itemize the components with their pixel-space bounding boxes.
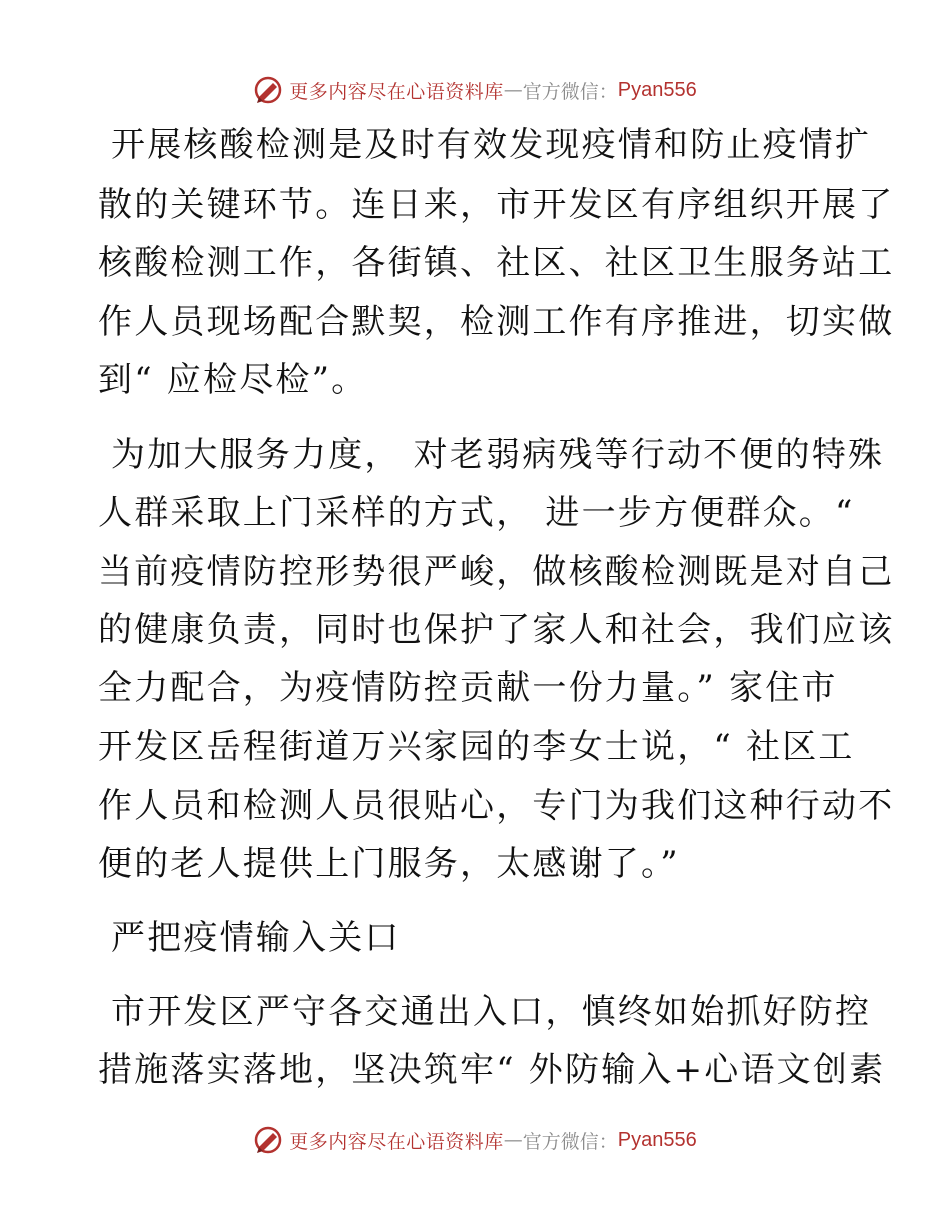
section-heading: 严把疫情输入关口 xyxy=(98,918,401,958)
body-line: 人群采取上门采样的方式， 进一步方便群众。“ xyxy=(98,493,855,533)
watermark-wechat-label: 官方微信： xyxy=(522,80,618,103)
body-line: 为加大服务力度， 对老弱病残等行动不便的特殊 xyxy=(98,435,885,475)
pen-logo-icon xyxy=(253,75,283,105)
body-line: 当前疫情防控形势很严峻，做核酸检测既是对自己 xyxy=(98,552,895,592)
body-line: 市开发区严守各交通出入口，慎终如始抓好防控 xyxy=(98,992,872,1032)
body-line: 便的老人提供上门服务，太感谢了。” xyxy=(98,844,680,884)
watermark-separator: — xyxy=(503,79,523,101)
pen-logo-icon xyxy=(253,1125,283,1155)
body-line: 散的关键环节。连日来，市开发区有序组织开展了 xyxy=(98,185,895,225)
body-line: 全力配合，为疫情防控贡献一份力量。” 家住市 xyxy=(98,668,838,708)
body-line: 措施落实落地，坚决筑牢“ 外防输入+心语文创素 xyxy=(98,1050,886,1090)
watermark-wechat-label: 官方微信： xyxy=(522,1130,618,1153)
body-line: 的健康负责，同时也保护了家人和社会，我们应该 xyxy=(98,610,895,650)
body-line: 核酸检测工作，各街镇、社区、社区卫生服务站工 xyxy=(98,243,895,283)
body-line: 开展核酸检测是及时有效发现疫情和防止疫情扩 xyxy=(98,125,872,165)
header-watermark xyxy=(0,70,950,110)
watermark-site-text: 更多内容尽在心语资料库 xyxy=(289,1130,504,1153)
body-line: 到“ 应检尽检”。 xyxy=(98,360,368,400)
watermark-wechat-id: Pyan556 xyxy=(617,78,697,101)
watermark-site-text: 更多内容尽在心语资料库 xyxy=(289,80,504,103)
watermark-wechat-id: Pyan556 xyxy=(617,1128,697,1151)
footer-watermark xyxy=(0,1120,950,1160)
watermark-separator: — xyxy=(503,1129,523,1151)
body-line: 作人员现场配合默契，检测工作有序推进，切实做 xyxy=(98,302,895,342)
body-line: 作人员和检测人员很贴心，专门为我们这种行动不 xyxy=(98,786,895,826)
body-line: 开发区岳程街道万兴家园的李女士说，“ 社区工 xyxy=(98,727,855,767)
